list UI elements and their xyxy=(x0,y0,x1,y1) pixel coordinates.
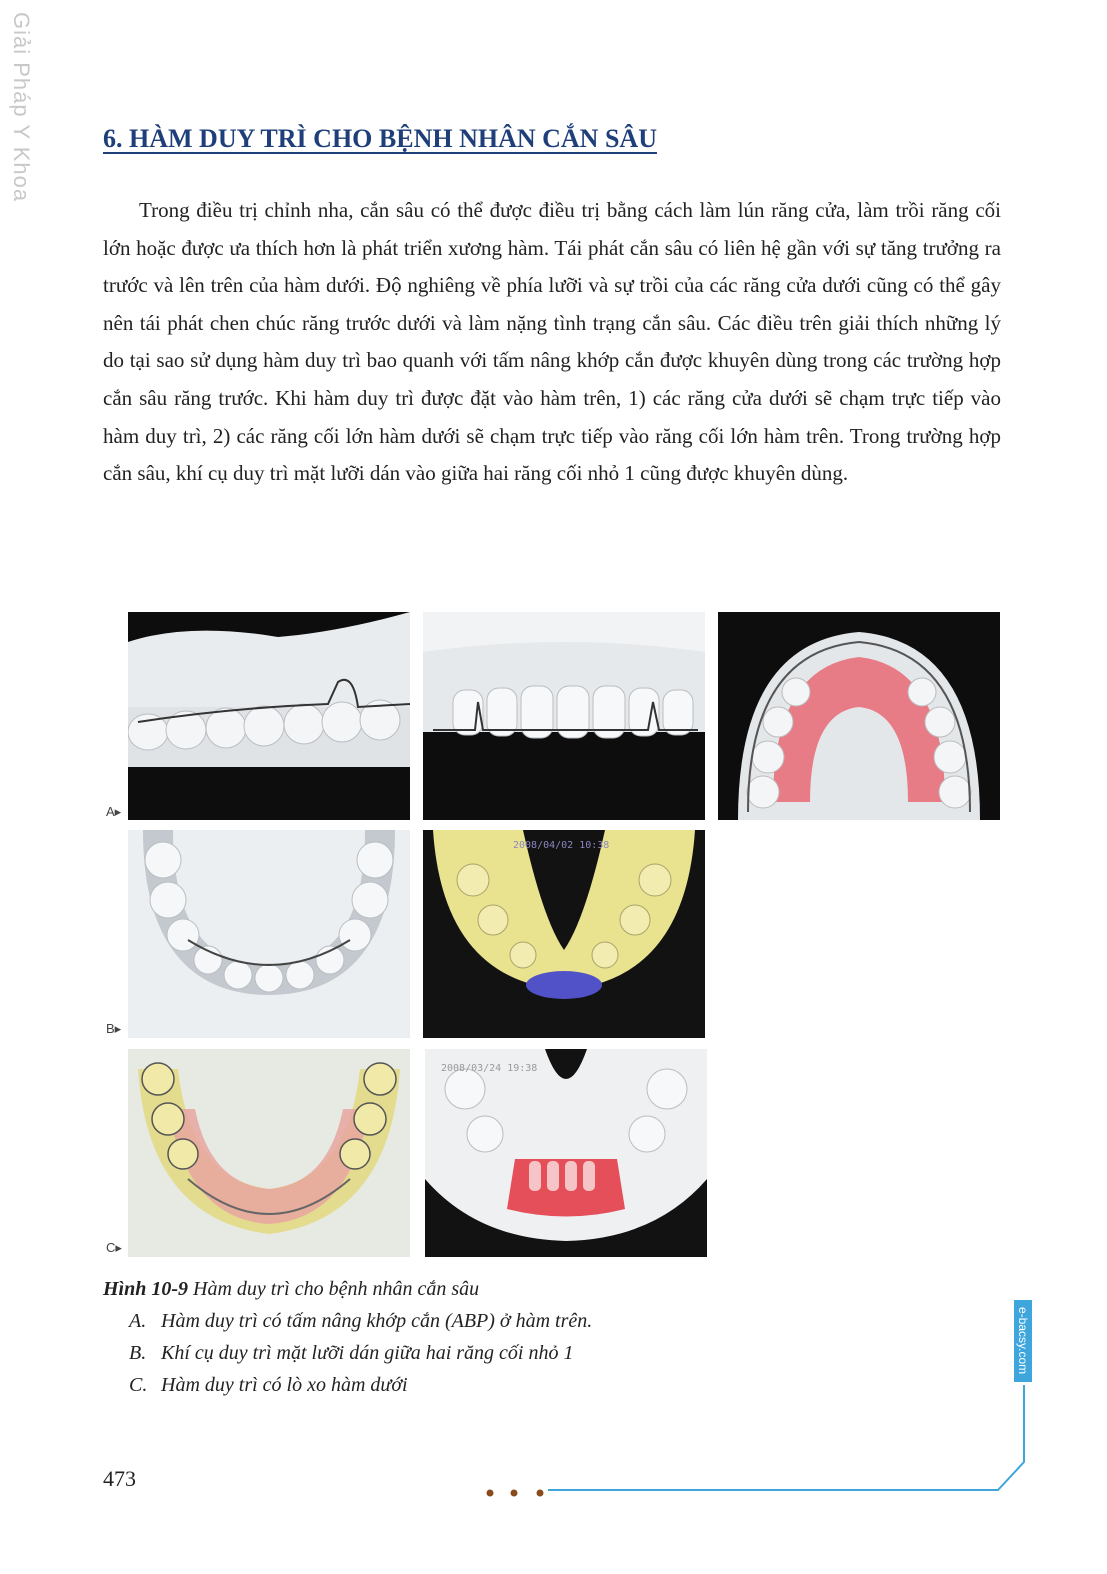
caption-item-text: Hàm duy trì có lò xo hàm dưới xyxy=(161,1374,408,1396)
footer-dot xyxy=(537,1490,544,1497)
corner-frame-line xyxy=(548,1385,1024,1490)
caption-title-text: Hàm duy trì cho bệnh nhân cắn sâu xyxy=(193,1278,480,1300)
panel-label-a: A▸ xyxy=(106,804,122,819)
caption-item-letter: C. xyxy=(129,1374,148,1396)
sidebar-brand-text: Giải Pháp Y Khoa xyxy=(9,12,34,203)
caption-figure-label: Hình 10-9 xyxy=(103,1278,189,1300)
caption-item-text: Khí cụ duy trì mặt lưỡi dán giữa hai răng cối nhỏ 1 xyxy=(161,1342,574,1364)
footer-dot xyxy=(487,1490,494,1497)
panel-label-b: B▸ xyxy=(106,1021,122,1036)
footer-dot xyxy=(511,1490,518,1497)
photo-c2-date-stamp: 2008/03/24 19:38 xyxy=(441,1063,538,1074)
site-watermark-tag: e-bacsy.com xyxy=(1014,1300,1032,1382)
photo-b2-date-stamp: 2008/04/02 10:38 xyxy=(513,840,610,851)
panel-label-c: C▸ xyxy=(106,1240,122,1255)
page-number: 473 xyxy=(103,1466,136,1491)
caption-item-text: Hàm duy trì có tấm nâng khớp cắn (ABP) ở hàm trên. xyxy=(161,1310,593,1332)
caption-item-letter: A. xyxy=(129,1310,147,1332)
body-paragraph: Trong điều trị chỉnh nha, cắn sâu có thể được điều trị bằng cách làm lún răng cửa, làm trồi răng cối lớn hoặc được ưa thích hơn là phát triển xương hàm. Tái phát cắn sâu có liên hệ gần với sự tăng trưởng ra trước và lên trên của hàm dưới. Độ nghiêng về phía lưỡi và sự trồi của các răng cửa dưới cũng có thể gây nên tái phát chen chúc răng trước dưới và làm nặng tình trạng cắn sâu. Các điều trên giải thích những lý do tại sao sử dụng hàm duy trì bao quanh với tấm nâng khớp cắn được khuyên dùng trong các trường hợp cắn sâu răng trước. Khi hàm duy trì được đặt vào hàm trên, 1) các răng cửa dưới sẽ chạm trực tiếp vào hàm duy trì, 2) các răng cối lớn hàm dưới sẽ chạm trực tiếp vào răng cối lớn hàm trên. Trong trường hợp cắn sâu, khí cụ duy trì mặt lưỡi dán vào giữa hai răng cối nhỏ 1 cũng được khuyên dùng. xyxy=(103,198,1001,486)
section-title: 6. HÀM DUY TRÌ CHO BỆNH NHÂN CẮN SÂU xyxy=(103,124,657,153)
caption-item-letter: B. xyxy=(129,1342,147,1364)
